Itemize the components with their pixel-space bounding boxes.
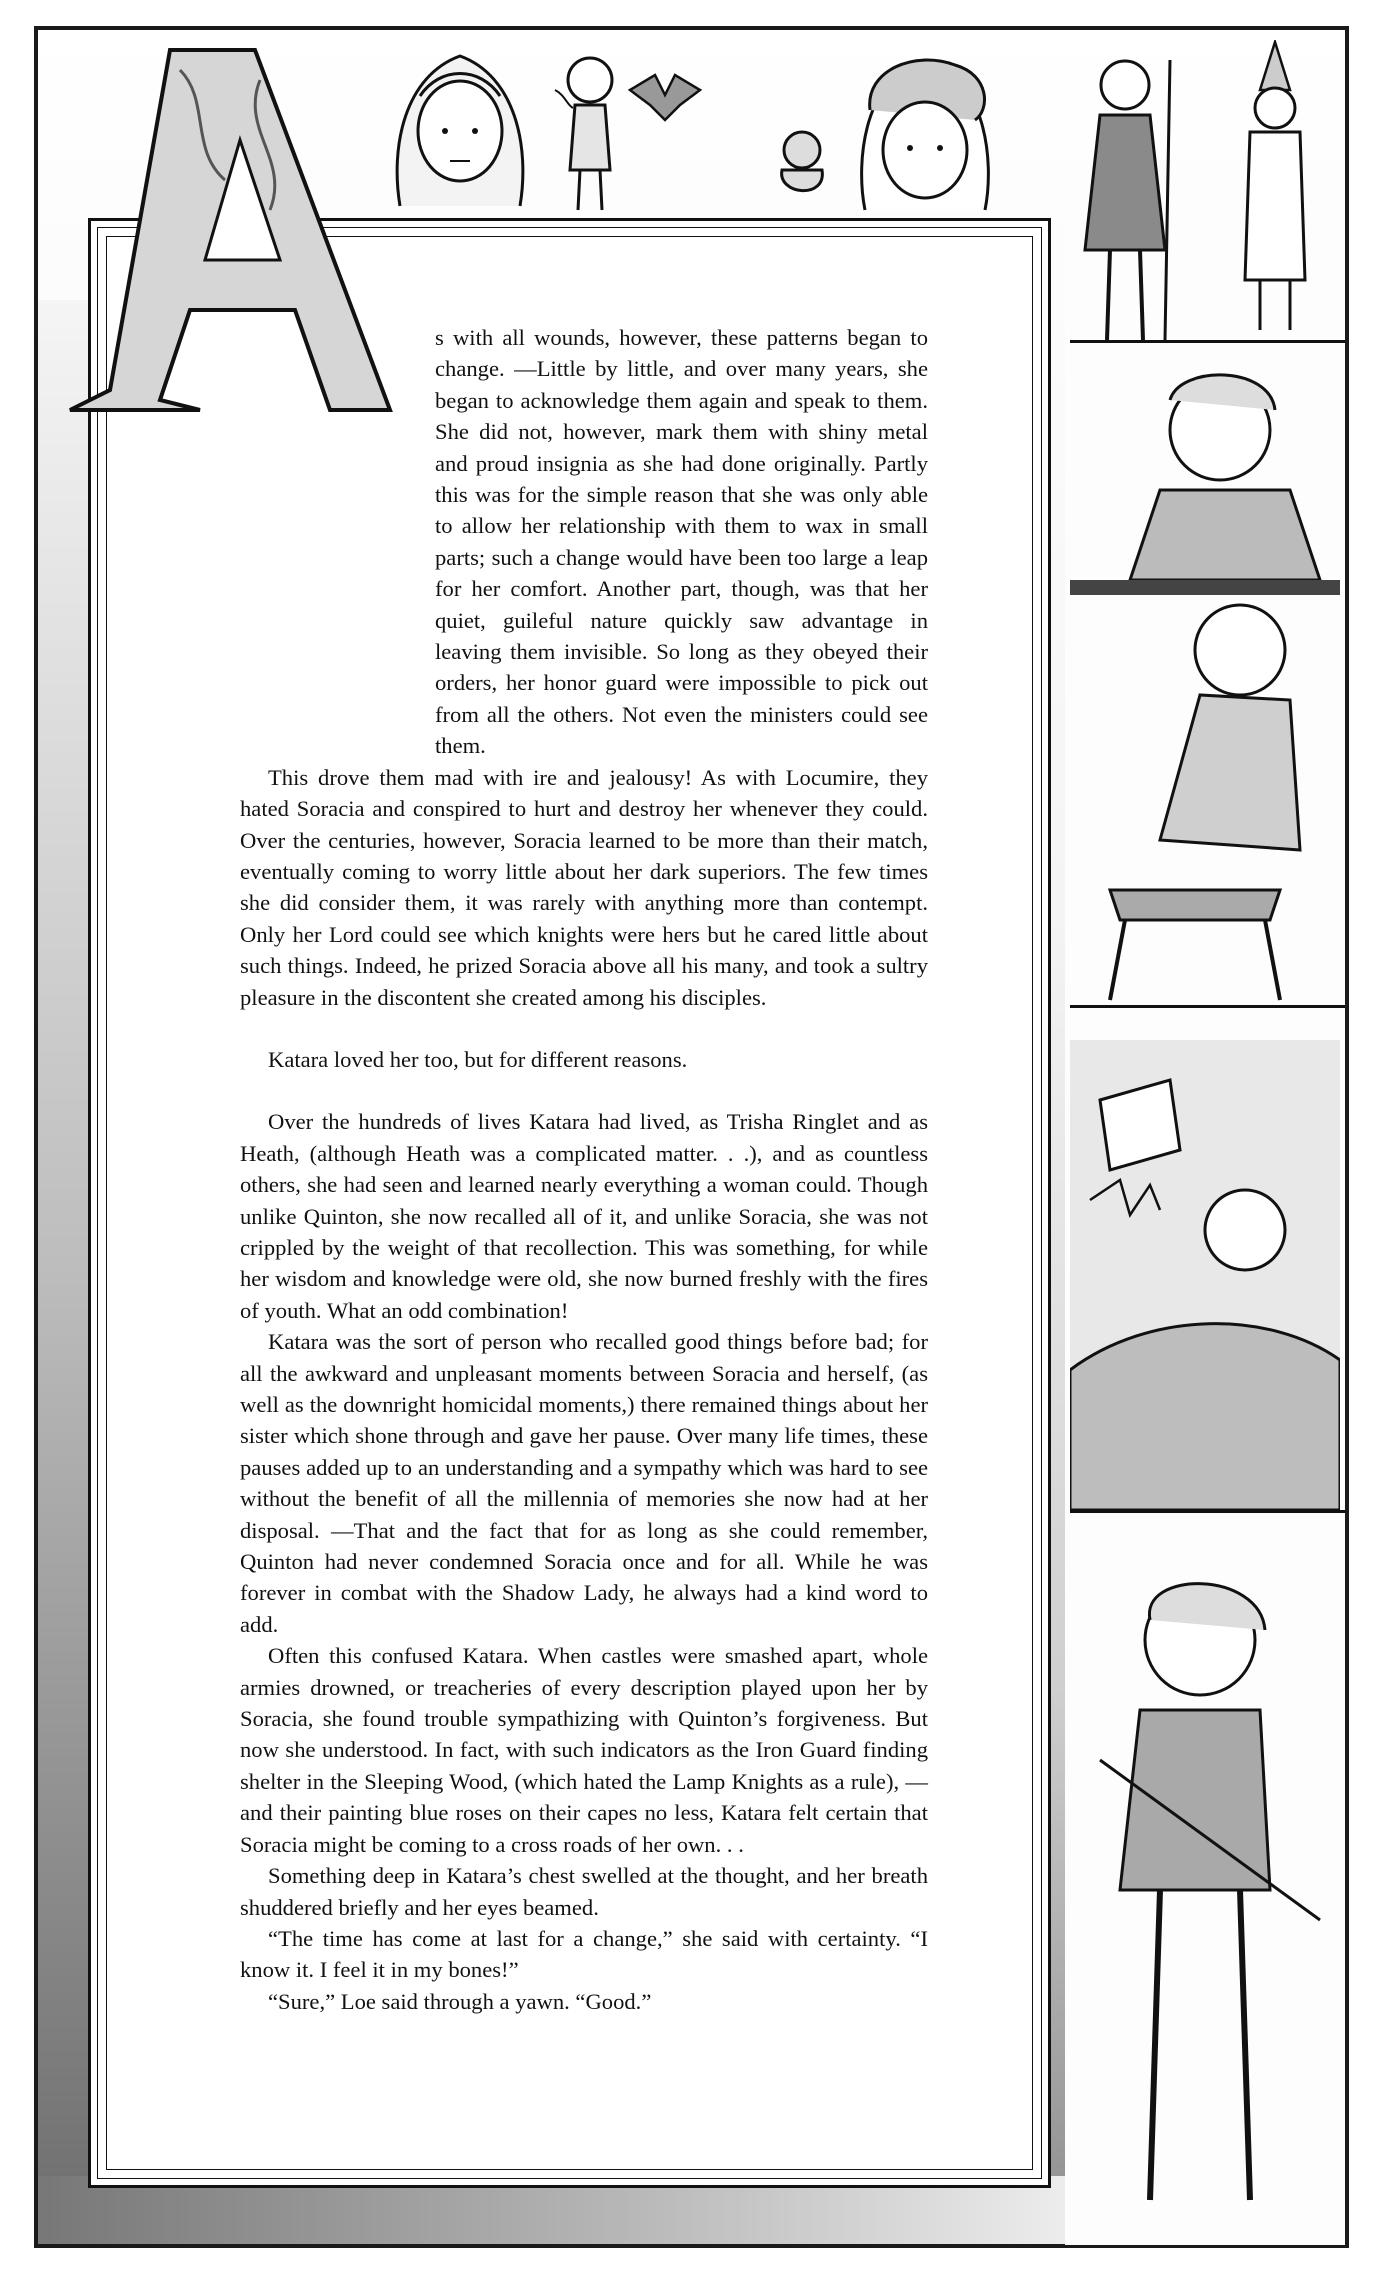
paragraph-8: “The time has come at last for a change,” she said with certainty. “I know it. I feel it in my bones!”	[240, 1925, 928, 1983]
paragraph-3: Katara loved her too, but for different reasons.	[268, 1046, 688, 1072]
panel-divider	[1070, 1510, 1345, 1513]
paragraph-4: Over the hundreds of lives Katara had lived, as Trisha Ringlet and as Heath, (although Heath was a complicated matter. . .), and as countless others, she had seen and learned nearly everything a woman could. Though unlike Quinton, she now recalled all of it, and unlike Soracia, she was not crippled by the weight of that recollection. This was something, for while her wisdom and knowledge were old, she now burned freshly with the fires of youth. What an odd combination!	[240, 1109, 928, 1323]
paragraph-9: “Sure,” Loe said through a yawn. “Good.”	[268, 1988, 652, 2014]
paragraph-1: s with all wounds, however, these patterns began to change. —Little by little, and over many years, she began to acknowledge them again and speak to them. She did not, however, mark them with shiny metal and proud insignia as she had done originally. Partly this was for the simple reason that she was only able to allow her relationship with them to wax in small parts; such a change would have been too large a leap for her comfort. Another part, though, was that her quiet, guileful nature quickly saw advantage in leaving them invisible. So long as they obeyed their orders, her honor guard were impossible to pick out from all the others. Not even the ministers could see them.	[435, 325, 928, 759]
panel-divider	[1070, 1005, 1345, 1008]
armored-girl-illustration	[1080, 1560, 1340, 2220]
boy-portrait-illustration	[825, 40, 1025, 225]
bat-creature-illustration	[625, 50, 705, 140]
paragraph-7: Something deep in Katara’s chest swelled at the thought, and her breath shuddered briefly and her eyes beamed.	[240, 1863, 928, 1920]
girl-on-stool-illustration	[1070, 590, 1340, 1010]
child-figure-illustration	[545, 50, 635, 215]
panel-divider	[1070, 340, 1345, 343]
paragraph-5: Katara was the sort of person who recalled good things before bad; for all the awkward and unpleasant moments between Soracia and herself, (as well as the downright homicidal moments,) there remained things about her sister which shone through and gave her pause. Over many life times, these pauses added up to an understanding and a sympathy which was hard to see without the benefit of all the millennia of memories she now had at her disposal. —That and the fact that for as long as she could remember, Quinton had never condemned Soracia once and for all. While he was forever in combat with the Shadow Lady, he always had a kind word to add.	[240, 1329, 928, 1637]
left-gradient-border	[38, 300, 88, 2230]
wizard-girl-illustration	[1065, 40, 1185, 350]
dropcap-spacer	[44, 322, 240, 474]
paragraph-6: Often this confused Katara. When castles were smashed apart, whole armies drowned, or treacheries of every description played upon her by Soracia, she found trouble sympathizing with Quinton’s forgiveness. But now she understood. In fact, with such indicators as the Iron Guard finding shelter in the Sleeping Wood, (which hated the Lamp Knights as a rule), —and their painting blue roses on their capes no less, Katara felt certain that Soracia might be coming to a cross roads of her own. . .	[240, 1643, 928, 1857]
story-text	[240, 322, 928, 2017]
girl-in-bed-illustration	[1070, 1040, 1340, 1510]
paragraph-2: This drove them mad with ire and jealousy! As with Locumire, they hated Soracia and conspired to hurt and destroy her whenever they could. Over the centuries, however, Soracia learned to be more than their match, eventually coming to worry little about her dark superiors. The few times she did consider them, it was rarely with anything more than contempt. Only her Lord could see which knights were hers but he cared little about such things. Indeed, he prized Soracia above all his many, and took a sultry pleasure in the discontent she created among his disciples.	[240, 764, 928, 1010]
girl-at-table-illustration	[1070, 360, 1340, 600]
robed-man-illustration	[1220, 40, 1330, 340]
